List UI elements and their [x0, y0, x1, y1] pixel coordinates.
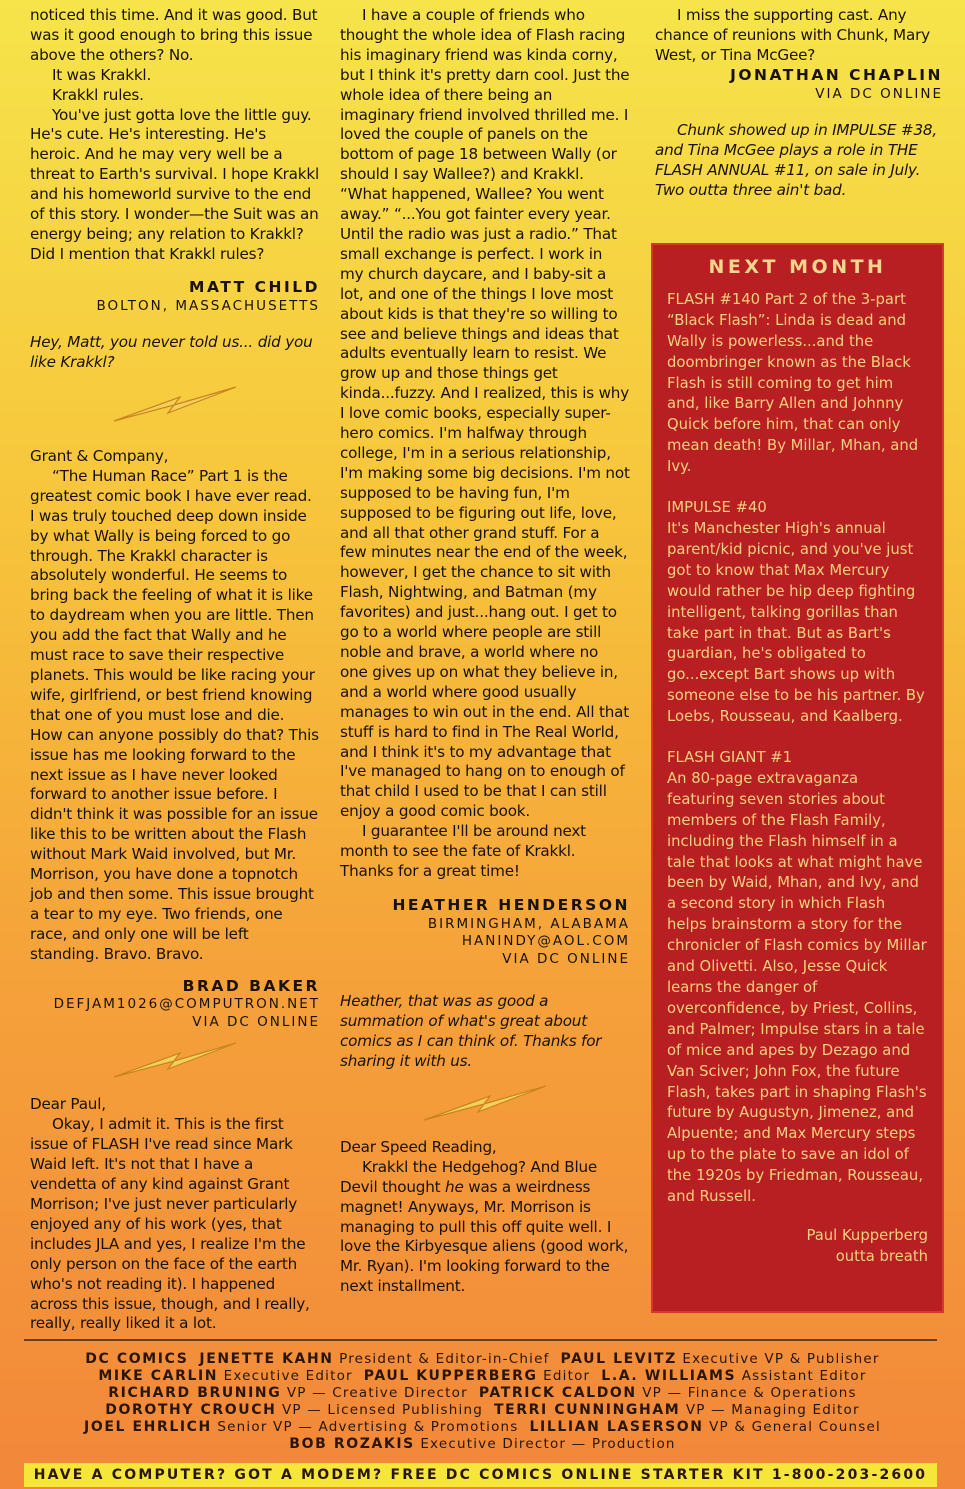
- lightning-bolt-icon: [110, 383, 240, 425]
- editor-reply: Hey, Matt, you never told us... did you like Krakkl?: [30, 333, 313, 372]
- lightning-bolt-icon: [420, 1082, 550, 1124]
- masthead-name: LILLIAN LASERSON: [529, 1418, 704, 1435]
- letters-column-1: [30, 6, 320, 1334]
- masthead-title: VP — Creative Director: [286, 1384, 468, 1401]
- masthead-name: DOROTHY CROUCH: [105, 1401, 277, 1418]
- editor-reply: Chunk showed up in IMPULSE #38, and Tina McGee plays a role in THE FLASH ANNUAL #11, on sale in July. Two outta three ain't bad.: [655, 121, 937, 199]
- masthead-row: [30, 1436, 935, 1453]
- letter-text-emphasis: he: [445, 1177, 464, 1196]
- credit-note: outta breath: [835, 1247, 928, 1265]
- next-month-title: NEXT MONTH: [708, 256, 887, 278]
- letter-text: You've just gotta love the little guy. He's cute. He's interesting. He's heroic. And he may very well be a threat to Earth's survival. I hope Krakkl and his homeworld survive to the end of this story. I wonder—the Suit was an energy being; any relation to Krakkl? Did I mention that Krakkl rules?: [30, 105, 319, 263]
- letter-text: Okay, I admit it. This is the first issue of FLASH I've read since Mark Waid left. It's not that I have a vendetta of any kind against Grant Morrison; I've just never particularly enjoyed any of his work (yes, that includes JLA and yes, I realize I'm the only person on the face of the earth who's not reading it). I happened across this issue, though, and I really, really, really liked it a lot.: [30, 1115, 310, 1333]
- signature-via: VIA DC ONLINE: [192, 1013, 320, 1030]
- masthead-name: PAUL LEVITZ: [560, 1351, 677, 1367]
- next-month-box: [651, 243, 944, 1313]
- letter-signature: [340, 896, 630, 968]
- letter-signature: [655, 66, 943, 103]
- masthead-row: [30, 1368, 935, 1385]
- signature-email: HANINDY@AOL.COM: [461, 933, 630, 950]
- letter-text: noticed this time. And it was good. But was it good enough to bring this issue above the others? No.: [30, 6, 318, 64]
- masthead-title: Executive Director — Production: [420, 1435, 676, 1452]
- masthead-row: [30, 1419, 935, 1436]
- letter-salutation: Dear Paul,: [30, 1095, 106, 1114]
- masthead-name: JENETTE KAHN: [199, 1351, 334, 1367]
- masthead-title: VP — Finance & Operations: [642, 1384, 857, 1401]
- letter-text: Krakkl rules.: [52, 85, 144, 104]
- masthead: [30, 1351, 935, 1452]
- masthead-title: Editor: [543, 1367, 591, 1384]
- letter-text-part: Krakkl the Hedgehog? And Blue Devil thought: [340, 1157, 598, 1196]
- signature-name: HEATHER HENDERSON: [392, 895, 630, 914]
- masthead-name: PATRICK CALDON: [478, 1384, 637, 1401]
- masthead-title: Executive Editor: [223, 1367, 353, 1384]
- signature-via: VIA DC ONLINE: [502, 950, 630, 967]
- lightning-bolt-icon: [110, 1039, 240, 1081]
- letters-column-3: [655, 6, 943, 201]
- letter-signature: [30, 977, 320, 1032]
- next-month-impulse: [667, 498, 928, 728]
- signature-name: BRAD BAKER: [182, 976, 320, 995]
- next-month-impulse-text: It's Manchester High's annual parent/kid picnic, and you've just got to know that Max Mercury would rather be hip deep fighting intelligent, talking gorillas than take part in that. But as Bart's guardian, he's obligated to go...except Bart shows up with someone else to be his partner. By Loebs, Rousseau, and Kaalberg.: [667, 519, 925, 726]
- signature-via: VIA DC ONLINE: [815, 85, 943, 102]
- masthead-name: RICHARD BRUNING: [108, 1384, 282, 1401]
- next-month-credit: [667, 1226, 928, 1268]
- signature-name: JONATHAN CHAPLIN: [730, 65, 943, 84]
- masthead-name: DC COMICS: [85, 1351, 189, 1367]
- masthead-row: [30, 1385, 935, 1402]
- masthead-title: VP — Managing Editor: [685, 1401, 860, 1418]
- letter-salutation: Dear Speed Reading,: [340, 1137, 497, 1156]
- letter-text: It was Krakkl.: [52, 65, 152, 84]
- masthead-name: JOEL EHRLICH: [84, 1418, 212, 1435]
- masthead-name: TERRI CUNNINGHAM: [493, 1401, 681, 1418]
- next-month-giant: [667, 748, 928, 1208]
- next-month-giant-text: An 80-page extravaganza featuring seven stories about members of the Flash Family, including the Flash himself in a tale that looks at what might have been by Waid, Mhan, and Ivy, and a second story in which Flash helps brainstorm a story for the chronicler of Flash comics by Millar and Olivetti. Also, Jesse Quick learns the danger of overconfidence, by Priest, Collins, and Palmer; Impulse stars in a tale of mice and apes by Dezago and Van Sciver; John Fox, the future Flash, takes part in shaping Flash's future by Augustyn, Jimenez, and Alpuente; and Max Mercury steps up to the plate to save an idol of the 1920s by Friedman, Rousseau, and Russell.: [667, 769, 927, 1206]
- letter-text: “The Human Race” Part 1 is the greatest comic book I have ever read. I was truly touched deep down inside by what Wally is being forced to go through. The Krakkl character is absolutely wonderful. He seems to bring back the feeling of what it is like to daydream when you are little. Then you add the fact that Wally and he must race to save their respective planets. This would be like racing your wife, girlfriend, or best friend knowing that one of you must lose and die. How can anyone possibly do that? This issue has me looking forward to the next issue as I have never looked forward to another issue before. I didn't think it was possible for an issue like this to be written about the Flash without Mark Waid involved, but Mr. Morrison, you have done a topnotch job and then some. This issue brought a tear to my eye. Two friends, one race, and only one will be left standing. Bravo. Bravo.: [30, 466, 319, 963]
- masthead-title: Executive VP & Publisher: [682, 1351, 880, 1367]
- letter-text: [340, 1158, 630, 1297]
- next-month-impulse-title: IMPULSE #40: [667, 499, 767, 517]
- masthead-title: Assistant Editor: [741, 1367, 867, 1384]
- letters-column-2: [340, 6, 630, 1297]
- letter-signature: [30, 278, 320, 315]
- next-month-giant-title: FLASH GIANT #1: [667, 749, 793, 767]
- editor-reply: Heather, that was as good a summation of what's great about comics as I can think of. Thanks for sharing it with us.: [340, 992, 602, 1070]
- masthead-title: VP — Licensed Publishing: [281, 1401, 483, 1418]
- masthead-title: VP & General Counsel: [709, 1418, 881, 1435]
- starter-kit-banner: HAVE A COMPUTER? GOT A MODEM? FREE DC COMICS ONLINE STARTER KIT 1-800-203-2600: [24, 1463, 937, 1487]
- masthead-name: BOB ROZAKIS: [289, 1435, 415, 1452]
- letter-salutation: Grant & Company,: [30, 447, 169, 465]
- letter-text: I guarantee I'll be around next month to see the fate of Krakkl. Thanks for a great time!: [340, 822, 586, 880]
- masthead-title: Senior VP — Advertising & Promotions: [217, 1418, 519, 1435]
- masthead-title: President & Editor-in-Chief: [339, 1351, 550, 1367]
- signature-location: BIRMINGHAM, ALABAMA: [427, 915, 630, 932]
- next-month-flash: FLASH #140 Part 2 of the 3-part “Black Flash”: Linda is dead and Wally is powerless...and the doombringer known as the Black Flash is still coming to get him and, like Barry Allen and Johnny Quick before him, that can only mean death! By Millar, Mhan, and Ivy.: [667, 290, 919, 476]
- masthead-name: PAUL KUPPERBERG: [363, 1367, 538, 1384]
- masthead-name: L.A. WILLIAMS: [601, 1367, 737, 1384]
- masthead-row: [30, 1351, 935, 1368]
- letter-text: I miss the supporting cast. Any chance of reunions with Chunk, Mary West, or Tina McGee?: [655, 6, 930, 64]
- masthead-name: MIKE CARLIN: [98, 1367, 219, 1384]
- masthead-row: [30, 1402, 935, 1419]
- credit-name: Paul Kupperberg: [806, 1226, 928, 1244]
- divider: [24, 1339, 937, 1341]
- signature-name: MATT CHILD: [189, 277, 320, 296]
- letter-text: I have a couple of friends who thought the whole idea of Flash racing his imaginary friend was kinda corny, but I think it's pretty darn cool. Just the whole idea of there being an imaginary friend involved thrilled me. I loved the couple of panels on the bottom of page 18 between Wally (or should I say Wallee?) and Krakkl. “What happened, Wallee? You went away.” “...You got fainter every year. Until the radio was just a radio.” That small exchange is perfect. I work in my church daycare, and I baby-sit a lot, and one of the things I love most about kids is that they're so willing to see and believe things and ideas that adults eventually learn to resist. We grow up and those things get kinda...fuzzy. And I realized, this is why I love comic books, especially super-hero comics. I'm halfway through college, I'm in a serious relationship, I'm making some big decisions. I'm not supposed to be having fun, I'm supposed to be figuring out life, love, and all that other grand stuff. For a few minutes near the end of the week, however, I get the chance to sit with Flash, Nightwing, and Batman (my favorites) and just...hang out. I get to go to a world where people are still noble and brave, a world where no one gives up on what they believe in, and a world where good usually manages to win out in the end. All that stuff is hard to find in The Real World, and I think it's to my advantage that I've managed to hang on to enough of that child I used to be that I can still enjoy a good comic book.: [340, 6, 630, 821]
- signature-email: DEFJAM1026@COMPUTRON.NET: [53, 996, 320, 1013]
- signature-location: BOLTON, MASSACHUSETTS: [96, 297, 320, 314]
- letter-text-part: was a weirdness magnet! Anyways, Mr. Morrison is managing to pull this off quite well. I love the Kirbyesque aliens (good work, Mr. Ryan). I'm looking forward to the next installment.: [340, 1177, 629, 1296]
